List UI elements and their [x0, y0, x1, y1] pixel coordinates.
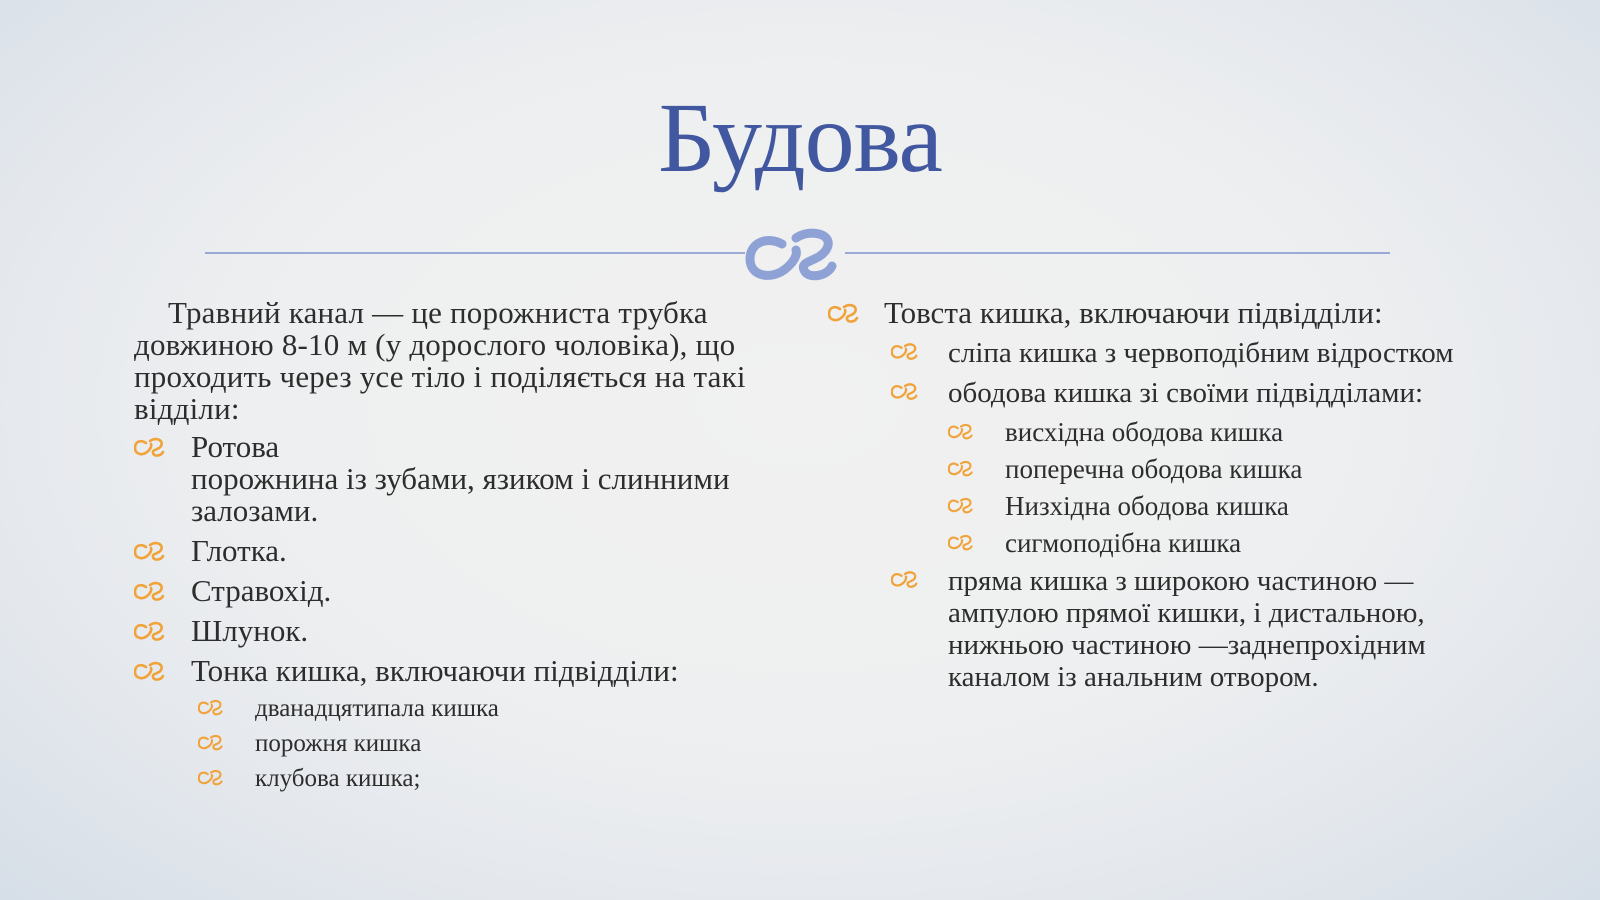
sub-item-label: порожня кишка: [255, 730, 422, 757]
subsub-item-descending: [828, 491, 1468, 521]
sub-item-label: дванадцятипала кишка: [255, 695, 499, 722]
list-item-small-intestine: [134, 655, 794, 687]
divider-line-left: [205, 252, 745, 254]
sub-item-rectum: [828, 565, 1468, 693]
flourish-bullet-icon: [828, 303, 860, 327]
flourish-bullet-icon: [198, 734, 224, 754]
subsub-item-transverse: [828, 454, 1468, 484]
subsub-item-label: висхідна ободова кишка: [1005, 417, 1284, 447]
sub-item-label: клубова кишка;: [255, 765, 421, 792]
right-column: [828, 297, 1468, 701]
flourish-icon: [740, 226, 850, 298]
sub-item-colon: [828, 377, 1468, 409]
flourish-bullet-icon: [948, 534, 974, 554]
sub-item-jejunum: [134, 730, 794, 758]
list-item-label: Тонка кишка, включаючи підвідділи:: [191, 653, 679, 688]
flourish-bullet-icon: [948, 497, 974, 517]
flourish-bullet-icon: [198, 699, 224, 719]
list-item-label: Стравохід.: [191, 573, 332, 608]
sub-item-duodenum: [134, 695, 794, 723]
list-item-large-intestine: [828, 297, 1468, 329]
flourish-bullet-icon: [134, 437, 166, 461]
list-item-label: Шлунок.: [191, 613, 309, 648]
divider-line-right: [845, 252, 1390, 254]
list-item-label: Товста кишка, включаючи підвідділи:: [884, 295, 1383, 330]
subsub-item-sigmoid: [828, 528, 1468, 558]
flourish-bullet-icon: [198, 769, 224, 789]
subsub-item-ascending: [828, 417, 1468, 447]
flourish-bullet-icon: [134, 661, 166, 685]
sub-item-label: ободова кишка зі своїми підвідділами:: [948, 377, 1424, 409]
list-item-stomach: [134, 615, 794, 647]
sub-item-cecum: [828, 337, 1468, 369]
intro-paragraph: Травний канал — це порожниста трубка довжиною 8-10 м (у дорослого чоловіка), що проходить через усе тіло і поділяється на такі відділи:: [134, 295, 746, 426]
list-item-detail: порожнина із зубами, язиком і слинними залозами.: [191, 461, 730, 528]
flourish-bullet-icon: [891, 382, 919, 404]
list-item-label: Глотка.: [191, 533, 287, 568]
left-column: [134, 297, 794, 800]
list-item-pharynx: [134, 535, 794, 567]
subsub-item-label: сигмоподібна кишка: [1005, 528, 1242, 558]
sub-item-ileum: [134, 765, 794, 793]
flourish-bullet-icon: [948, 460, 974, 480]
subsub-item-label: поперечна ободова кишка: [1005, 454, 1303, 484]
flourish-bullet-icon: [891, 570, 919, 592]
flourish-bullet-icon: [891, 342, 919, 364]
flourish-bullet-icon: [134, 581, 166, 605]
slide-title: Будова: [658, 82, 942, 193]
list-item-label: Ротова: [191, 429, 280, 464]
sub-item-label: пряма кишка з широкою частиною — ампулою прямої кишки, і дистальною, нижньою частиною —заднепрохідним каналом із анальним отвором.: [948, 565, 1426, 693]
sub-item-label: сліпа кишка з червоподібним відростком: [948, 337, 1454, 369]
subsub-item-label: Низхідна ободова кишка: [1005, 491, 1289, 521]
flourish-bullet-icon: [134, 541, 166, 565]
flourish-bullet-icon: [134, 621, 166, 645]
list-item-oral: [134, 431, 794, 527]
list-item-esophagus: [134, 575, 794, 607]
flourish-bullet-icon: [948, 423, 974, 443]
